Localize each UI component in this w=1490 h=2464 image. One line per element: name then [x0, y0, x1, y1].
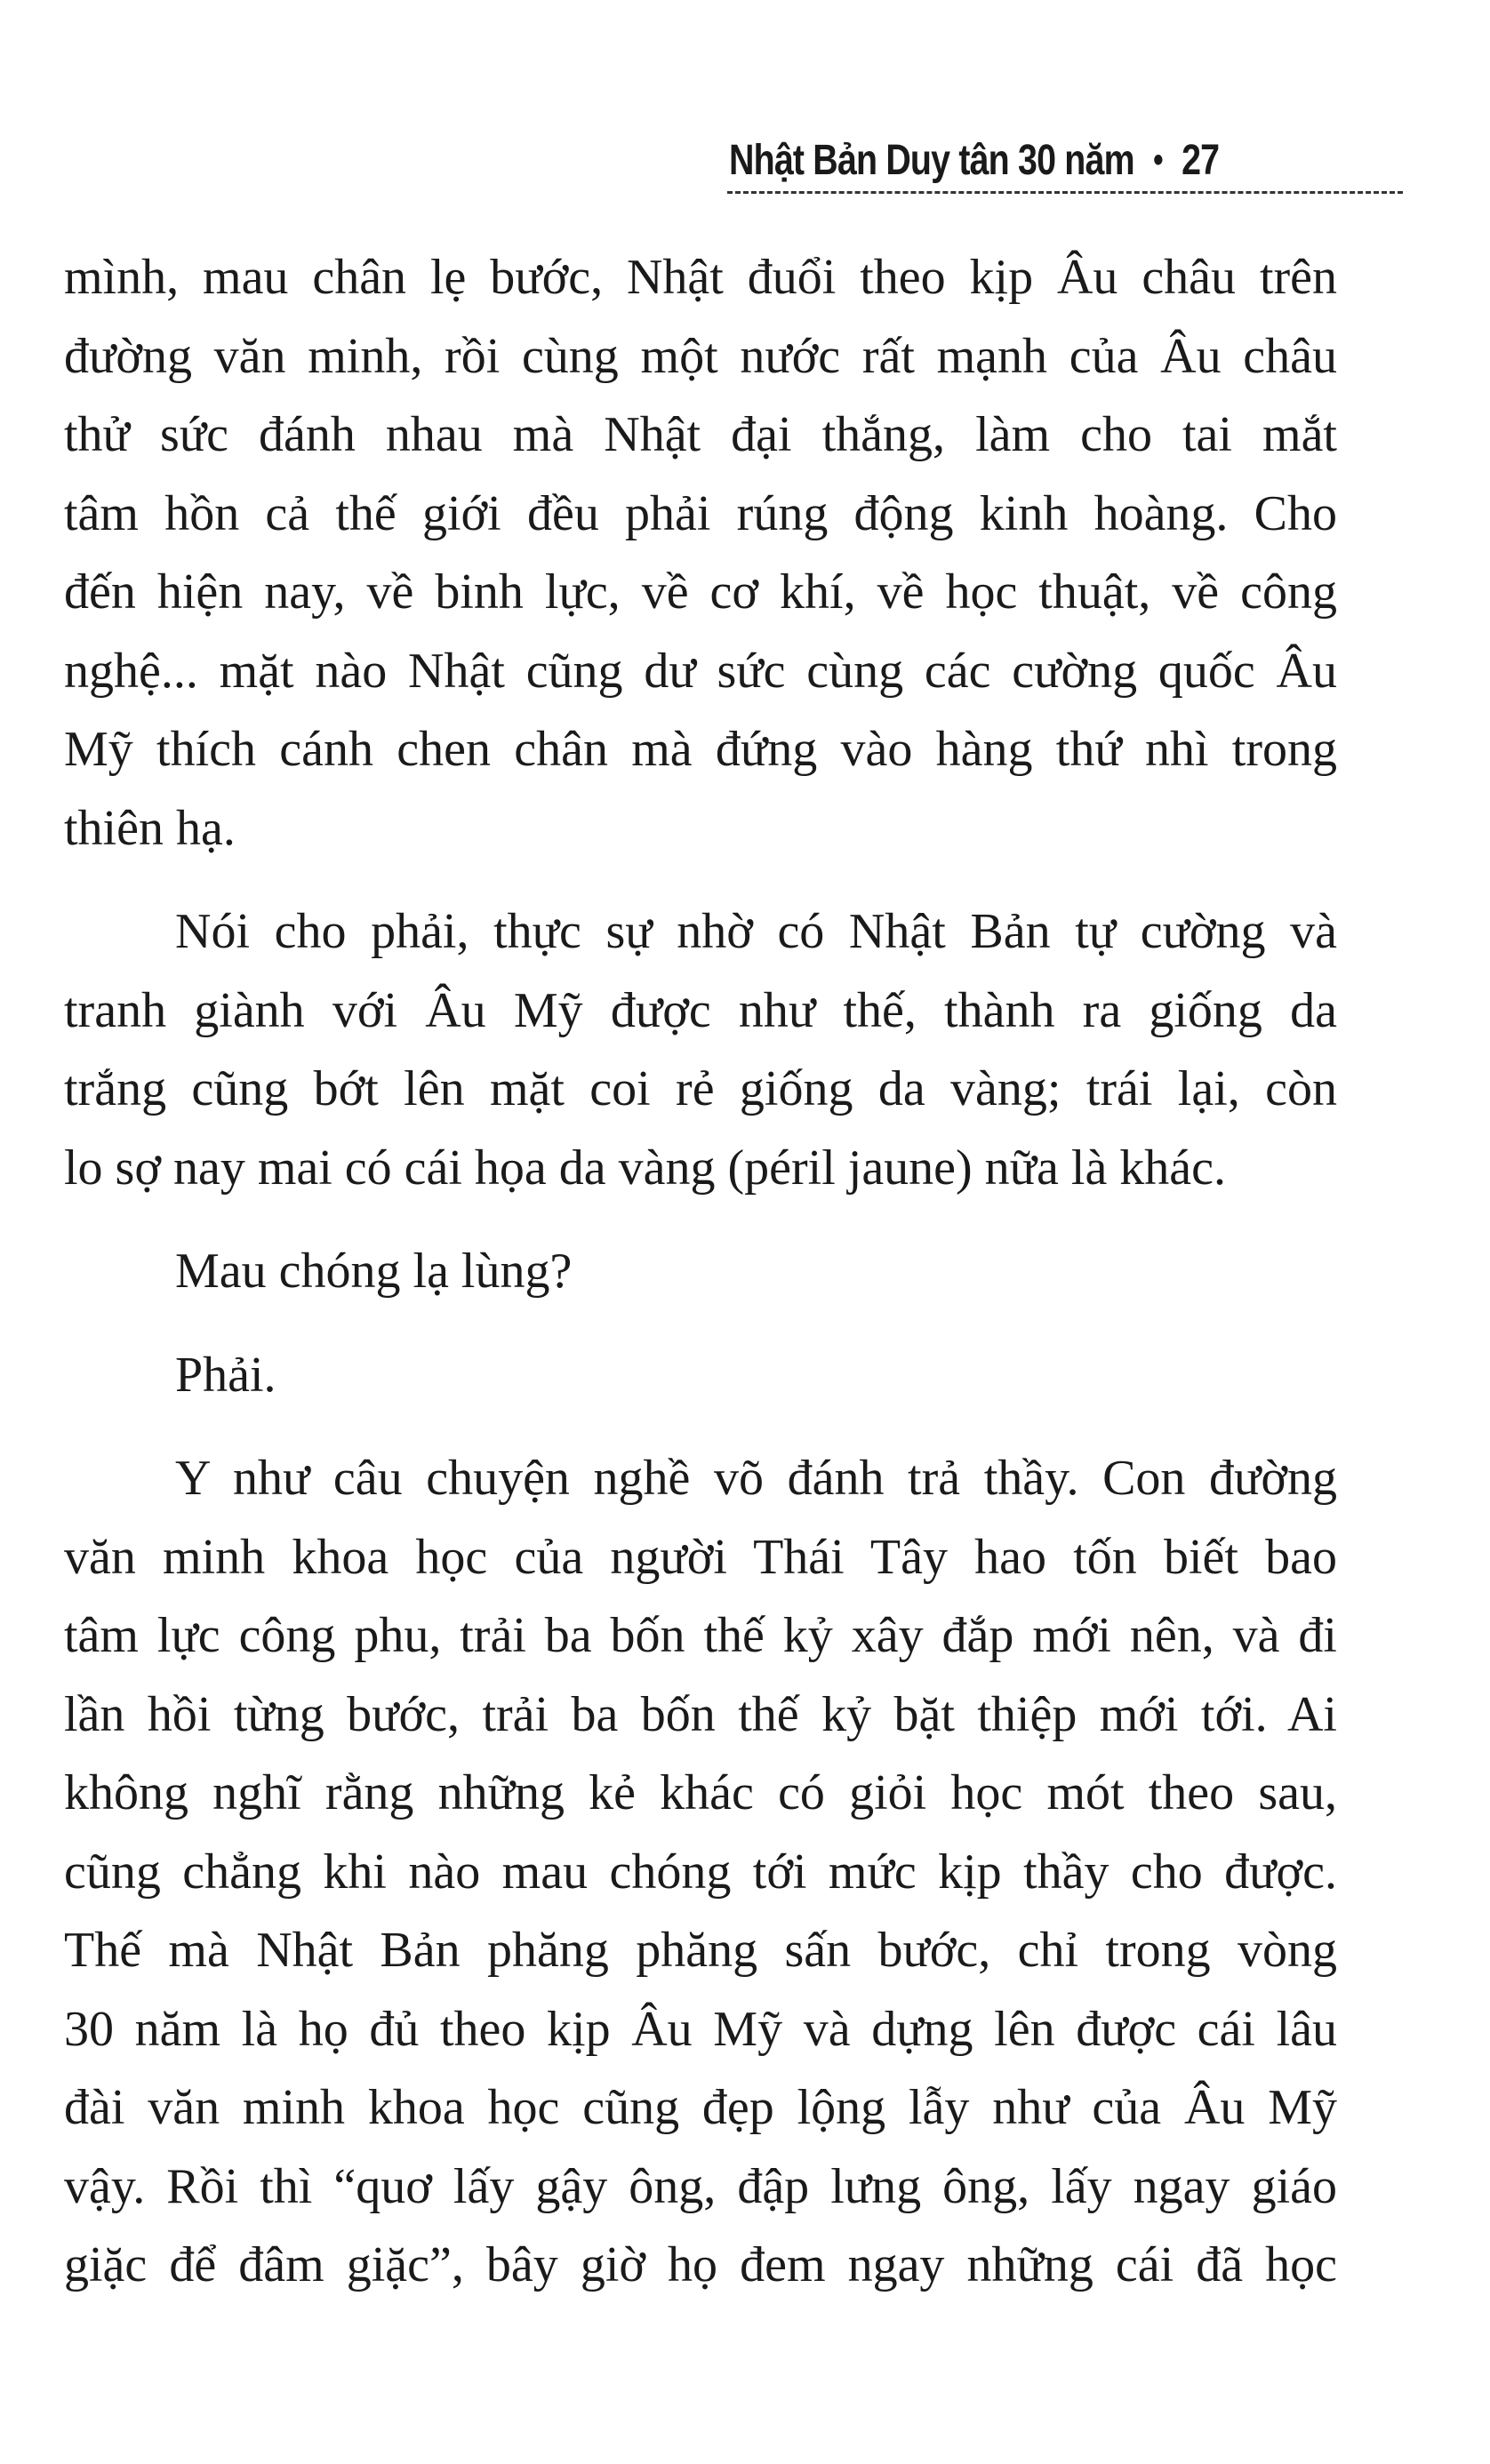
body-text — [64, 238, 1337, 2305]
text-line: Nói cho phải, thực sự nhờ có Nhật Bản tự cường và — [175, 904, 1337, 959]
text-line: giặc để đâm giặc”, bây giờ họ đem ngay những cái đã học — [64, 2237, 1337, 2292]
text-line: lần hồi từng bước, trải ba bốn thế kỷ bặt thiệp mới tới. Ai — [64, 1686, 1337, 1742]
page-number: 27 — [1182, 137, 1220, 184]
text-line: văn minh khoa học của người Thái Tây hao tốn biết bao — [64, 1529, 1337, 1585]
text-line: không nghĩ rằng những kẻ khác có giỏi học mót theo sau, — [64, 1765, 1337, 1820]
text-line: 30 năm là họ đủ theo kịp Âu Mỹ và dựng lên được cái lâu — [64, 2001, 1337, 2057]
header-separator: • — [1153, 140, 1163, 180]
text-line: Thế mà Nhật Bản phăng phăng sấn bước, chỉ trong vòng — [64, 1923, 1337, 1978]
text-line: tâm lực công phu, trải ba bốn thế kỷ xây đắp mới nên, và đi — [64, 1608, 1337, 1663]
text-line: đến hiện nay, về binh lực, về cơ khí, về học thuật, về công — [64, 564, 1337, 620]
paragraph — [64, 1336, 1337, 1415]
text-line: trắng cũng bớt lên mặt coi rẻ giống da vàng; trái lại, còn — [64, 1061, 1337, 1116]
text-line: Mau chóng lạ lùng? — [175, 1244, 573, 1299]
text-line: thử sức đánh nhau mà Nhật đại thắng, làm cho tai mắt — [64, 407, 1337, 462]
text-line: tranh giành với Âu Mỹ được như thế, thành ra giống da — [64, 982, 1337, 1038]
paragraph — [64, 1232, 1337, 1311]
text-line: Phải. — [175, 1347, 276, 1403]
text-line: đài văn minh khoa học cũng đẹp lộng lẫy như của Âu Mỹ — [64, 2080, 1337, 2135]
header-dashed-rule — [727, 191, 1403, 194]
paragraph — [64, 238, 1337, 868]
text-line: cũng chẳng khi nào mau chóng tới mức kịp thầy cho được. — [64, 1844, 1337, 1900]
text-line: tâm hồn cả thế giới đều phải rúng động kinh hoàng. Cho — [64, 485, 1337, 541]
text-line: Mỹ thích cánh chen chân mà đứng vào hàng thứ nhì trong — [64, 722, 1337, 777]
text-line: nghệ... mặt nào Nhật cũng dư sức cùng các cường quốc Âu — [64, 643, 1337, 699]
running-header — [729, 124, 1276, 196]
text-line: thiên hạ. — [64, 800, 236, 856]
running-header-title: Nhật Bản Duy tân 30 năm — [729, 137, 1134, 184]
text-line: mình, mau chân lẹ bước, Nhật đuổi theo kịp Âu châu trên — [64, 250, 1337, 305]
text-line: đường văn minh, rồi cùng một nước rất mạnh của Âu châu — [64, 328, 1337, 384]
paragraph — [64, 892, 1337, 1207]
text-line: Y như câu chuyện nghề võ đánh trả thầy. Con đường — [175, 1451, 1337, 1506]
paragraph — [64, 1439, 1337, 2305]
text-line: lo sợ nay mai có cái họa da vàng (péril jaune) nữa là khác. — [64, 1140, 1227, 1196]
text-line: vậy. Rồi thì “quơ lấy gậy ông, đập lưng ông, lấy ngay giáo — [64, 2158, 1337, 2214]
